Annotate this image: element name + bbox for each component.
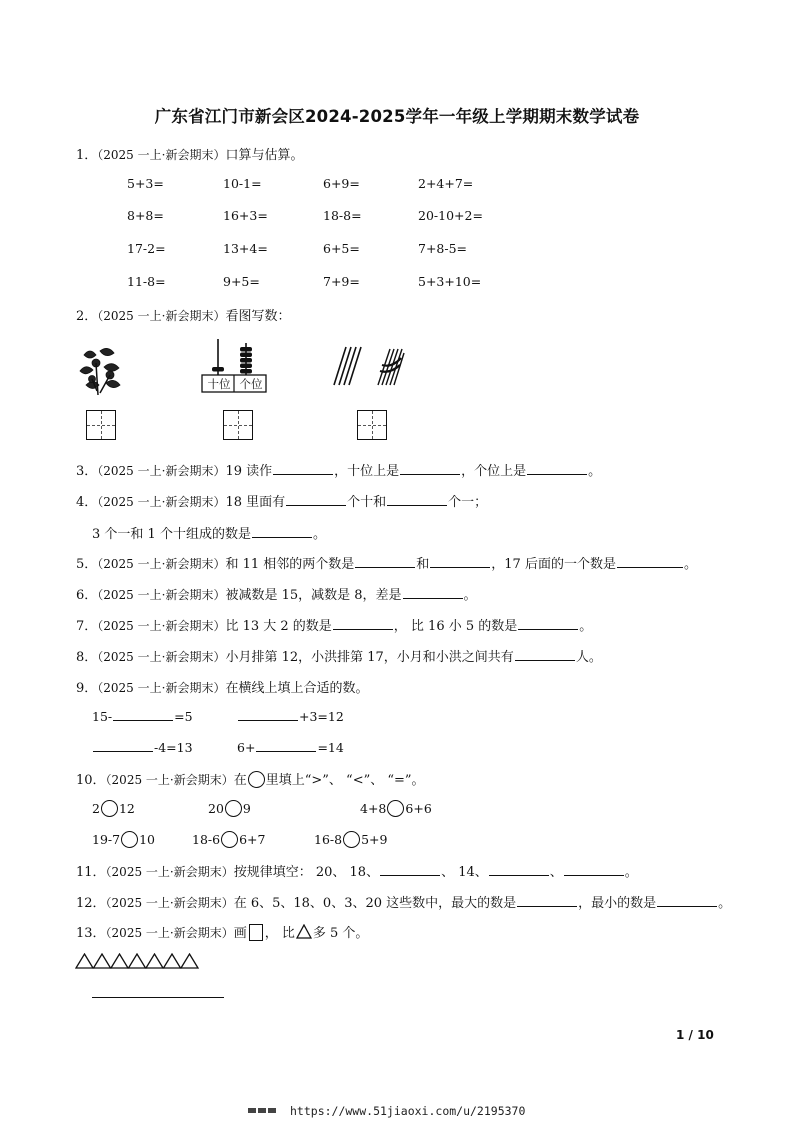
question-tag: （2025 一上·新会期末） — [97, 464, 226, 478]
answer-blank[interactable] — [617, 555, 683, 568]
question-9 — [76, 677, 368, 696]
comparison-item — [192, 831, 265, 848]
question-text: 比 13 大 2 的数是 — [225, 619, 332, 634]
triangle-icon — [146, 954, 163, 968]
question-text: 个十和 — [347, 495, 387, 510]
question-tag: （2025 一上·新会期末） — [105, 926, 234, 940]
question-12 — [76, 892, 731, 911]
question-3 — [76, 460, 601, 479]
footer-url[interactable]: https://www.51jiaoxi.com/u/2195370 — [290, 1104, 526, 1118]
calc-item: 8+8= — [127, 208, 164, 223]
answer-blank[interactable] — [564, 863, 624, 876]
question-tag: （2025 一上·新会期末） — [105, 896, 234, 910]
question-text: 被减数是 15，减数是 8，差是 — [225, 588, 402, 603]
answer-circle[interactable] — [225, 800, 242, 817]
calc-item: 17-2= — [127, 241, 166, 256]
question-text: 。 — [624, 865, 638, 880]
answer-blank[interactable] — [286, 493, 346, 506]
q9-item-4 — [237, 739, 344, 755]
expression-text: 19-7 — [92, 832, 121, 847]
question-text: 18 里面有 — [225, 495, 286, 510]
expression-text: 4+8 — [360, 801, 387, 816]
question-number: 5． — [76, 557, 98, 572]
question-10 — [76, 769, 425, 788]
question-text: ， 比 16 小 5 的数是 — [393, 619, 518, 634]
q9-item-2 — [237, 708, 344, 724]
question-number: 1． — [76, 148, 98, 163]
question-number: 10． — [76, 773, 106, 788]
answer-blank[interactable] — [273, 462, 333, 475]
expression-text: 20 — [208, 801, 224, 816]
triangle-row-icon — [75, 953, 200, 969]
answer-box-2[interactable] — [223, 410, 253, 440]
question-8 — [76, 646, 602, 665]
answer-blank[interactable] — [333, 617, 393, 630]
answer-blank[interactable] — [403, 586, 463, 599]
calc-item: 13+4= — [223, 241, 268, 256]
calc-item: 2+4+7= — [418, 176, 474, 191]
answer-circle[interactable] — [101, 800, 118, 817]
answer-circle[interactable] — [343, 831, 360, 848]
calc-item: 20-10+2= — [418, 208, 483, 223]
question-text: 多 5 个。 — [312, 926, 369, 941]
question-1 — [76, 144, 303, 163]
question-number: 2． — [76, 309, 98, 324]
triangle-icon — [181, 954, 198, 968]
calc-item: 6+5= — [323, 241, 360, 256]
expression-text: 6+6 — [405, 801, 432, 816]
logo-icon — [258, 1108, 266, 1113]
question-text: 画 — [233, 926, 247, 941]
expression-text: 2 — [92, 801, 100, 816]
question-tag: （2025 一上·新会期末） — [97, 650, 226, 664]
logo-icon — [248, 1108, 256, 1113]
expression-text: =14 — [317, 740, 344, 755]
question-number: 3． — [76, 464, 98, 479]
calc-item: 11-8= — [127, 274, 166, 289]
question-number: 7． — [76, 619, 98, 634]
question-text: 。 — [463, 588, 477, 603]
expression-text: =5 — [174, 709, 193, 724]
circle-icon — [248, 771, 265, 788]
comparison-item — [208, 800, 251, 817]
question-5 — [76, 553, 697, 572]
page-number: 1 / 10 — [676, 1028, 714, 1042]
calc-item: 7+9= — [323, 274, 360, 289]
answer-blank[interactable] — [515, 648, 575, 661]
answer-circle[interactable] — [387, 800, 404, 817]
question-text: ，最小的数是 — [578, 896, 657, 911]
question-text: ，十位上是 — [334, 464, 400, 479]
question-text: 和 11 相邻的两个数是 — [225, 557, 355, 572]
answer-blank[interactable] — [489, 863, 549, 876]
answer-circle[interactable] — [121, 831, 138, 848]
square-icon — [249, 924, 263, 941]
question-text: 和 — [416, 557, 430, 572]
question-number: 11． — [76, 865, 106, 880]
answer-box-1[interactable] — [86, 410, 116, 440]
question-text: 、 — [549, 865, 563, 880]
expression-text: 18-6 — [192, 832, 221, 847]
abacus-ones-label: 个位 — [239, 377, 263, 391]
question-number: 9． — [76, 681, 98, 696]
answer-circle[interactable] — [221, 831, 238, 848]
triangle-icon — [111, 954, 128, 968]
comparison-item — [92, 831, 155, 848]
expression-text: 6+7 — [239, 832, 266, 847]
expression-text: 6+ — [237, 740, 256, 755]
expression-text: 5+9 — [361, 832, 388, 847]
comparison-item — [314, 831, 387, 848]
q9-item-1 — [92, 708, 193, 724]
calc-item: 7+8-5= — [418, 241, 468, 256]
triangle-icon — [129, 954, 146, 968]
question-4-line-2 — [92, 523, 326, 542]
question-tag: （2025 一上·新会期末） — [105, 865, 234, 879]
expression-text: 12 — [118, 801, 135, 816]
expression-text: 9 — [242, 801, 251, 816]
answer-blank[interactable] — [113, 708, 173, 721]
calc-item: 5+3+10= — [418, 274, 482, 289]
expression-text: +3=12 — [299, 709, 344, 724]
calc-item: 16+3= — [223, 208, 268, 223]
question-text: 个一； — [448, 495, 488, 510]
question-text: 看图写数： — [225, 309, 291, 324]
question-tag: （2025 一上·新会期末） — [97, 588, 226, 602]
calc-item: 10-1= — [223, 176, 262, 191]
question-6 — [76, 584, 477, 603]
question-text: 。 — [579, 619, 593, 634]
question-text: 、 14、 — [441, 865, 488, 880]
page-title: 广东省江门市新会区2024-2025学年一年级上学期期末数学试卷 — [154, 107, 640, 126]
footer-watermark — [248, 1104, 548, 1118]
calc-item: 6+9= — [323, 176, 360, 191]
answer-blank[interactable] — [517, 894, 577, 907]
question-tag: （2025 一上·新会期末） — [97, 495, 226, 509]
question-text: 19 读作 — [225, 464, 273, 479]
question-text: 。 — [683, 557, 697, 572]
expression-text: -4=13 — [154, 740, 193, 755]
question-number: 12． — [76, 896, 106, 911]
question-tag: （2025 一上·新会期末） — [97, 148, 226, 162]
question-text: 。 — [312, 527, 326, 542]
question-text: 小月排第 12，小洪排第 17，小月和小洪之间共有 — [225, 650, 514, 665]
triangle-icon — [94, 954, 111, 968]
triangle-icon — [164, 954, 181, 968]
expression-text: 10 — [139, 832, 155, 847]
question-11 — [76, 861, 638, 880]
logo-icon — [268, 1108, 276, 1113]
question-2 — [76, 305, 290, 324]
question-text: 人。 — [575, 650, 602, 665]
question-text: 里填上“>”、 “<”、 “=”。 — [265, 773, 425, 788]
question-text: ，个位上是 — [461, 464, 527, 479]
answer-blank[interactable] — [238, 708, 298, 721]
expression-text: 15- — [92, 709, 113, 724]
question-number: 8． — [76, 650, 98, 665]
answer-blank[interactable] — [93, 739, 153, 752]
triangle-icon — [296, 924, 312, 939]
answer-box-3[interactable] — [357, 410, 387, 440]
answer-blank[interactable] — [387, 493, 447, 506]
calc-item: 5+3= — [127, 176, 164, 191]
question-text: 3 个一和 1 个十组成的数是 — [92, 527, 251, 542]
expression-text: 16-8 — [314, 832, 343, 847]
question-text: 。 — [588, 464, 602, 479]
question-4 — [76, 491, 487, 510]
answer-blank[interactable] — [430, 555, 490, 568]
question-13 — [76, 922, 368, 941]
question-text: 口算与估算。 — [225, 148, 304, 163]
question-tag: （2025 一上·新会期末） — [97, 681, 226, 695]
answer-blank[interactable] — [355, 555, 415, 568]
question-number: 13． — [76, 926, 106, 941]
question-text: ，17 后面的一个数是 — [491, 557, 616, 572]
sticks-picture-icon — [328, 343, 408, 389]
calc-item: 18-8= — [323, 208, 362, 223]
question-text: 在 6、5、18、0、3、20 这些数中，最大的数是 — [233, 896, 517, 911]
answer-blank[interactable] — [256, 739, 316, 752]
calc-item: 9+5= — [223, 274, 260, 289]
answer-blank[interactable] — [518, 617, 578, 630]
answer-blank[interactable] — [252, 525, 312, 538]
question-number: 4． — [76, 495, 98, 510]
question-text: 在横线上填上合适的数。 — [225, 681, 369, 696]
answer-blank[interactable] — [527, 462, 587, 475]
question-tag: （2025 一上·新会期末） — [97, 309, 226, 323]
comparison-item — [360, 800, 432, 817]
question-text: ， 比 — [264, 926, 295, 941]
question-tag: （2025 一上·新会期末） — [97, 619, 226, 633]
answer-blank[interactable] — [657, 894, 717, 907]
question-text: 按规律填空： 20、 18、 — [233, 865, 380, 880]
q9-item-3 — [92, 739, 193, 755]
answer-blank[interactable] — [400, 462, 460, 475]
question-number: 6． — [76, 588, 98, 603]
abacus-tens-label: 十位 — [207, 377, 231, 391]
drawing-answer-line[interactable] — [92, 997, 224, 998]
triangle-icon — [76, 954, 93, 968]
answer-blank[interactable] — [380, 863, 440, 876]
question-text: 。 — [718, 896, 732, 911]
question-7 — [76, 615, 592, 634]
comparison-item — [92, 800, 135, 817]
question-tag: （2025 一上·新会期末） — [97, 557, 226, 571]
question-text: 在 — [233, 773, 247, 788]
question-tag: （2025 一上·新会期末） — [105, 773, 234, 787]
flower-picture-icon — [76, 345, 126, 397]
